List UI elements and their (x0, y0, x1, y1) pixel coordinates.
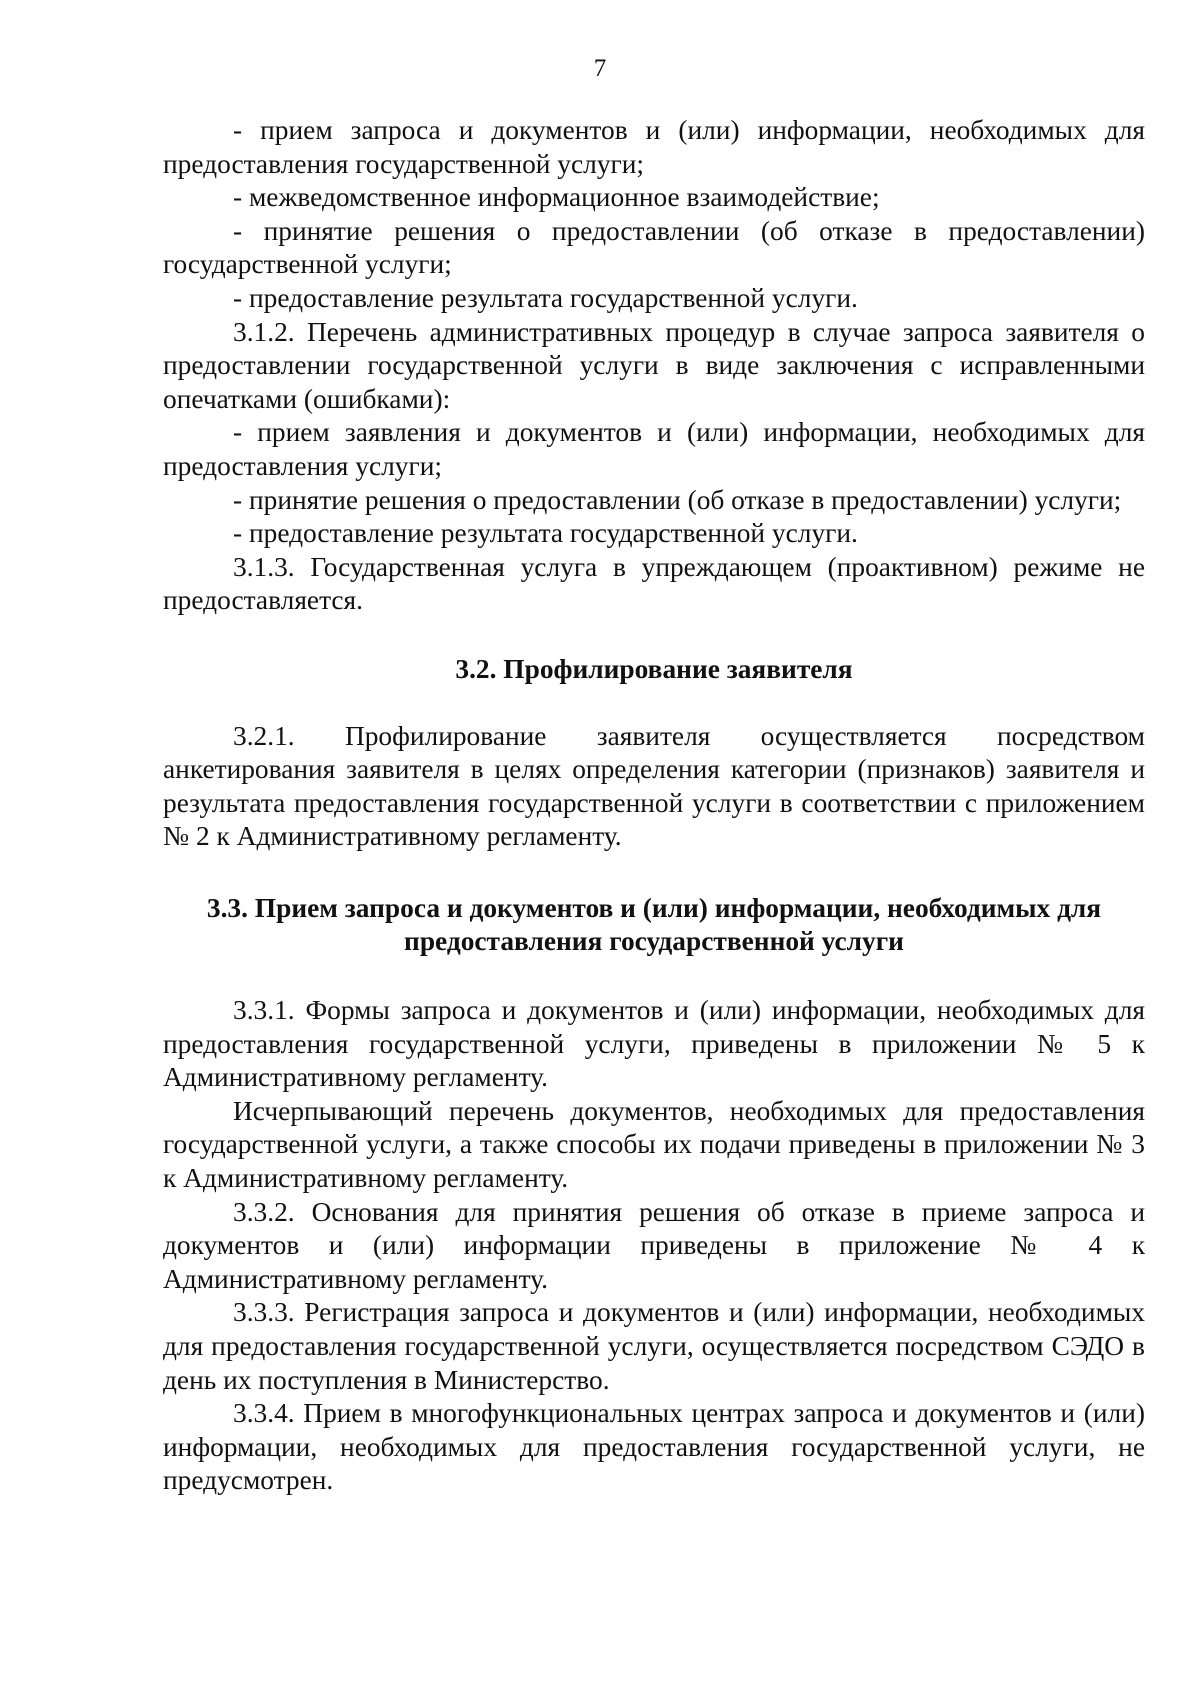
document-body (163, 114, 1145, 1498)
paragraph-3-2-1: 3.2.1. Профилирование заявителя осуществляется посредством анкетирования заявителя в целях определения категории (признаков) заявителя и результата предоставления государственной услуги в соответствии с приложением № 2 к Административному регламенту. (163, 720, 1145, 852)
paragraph: - прием запроса и документов и (или) информации, необходимых для предоставления государственной услуги; (163, 115, 1145, 179)
paragraph: - межведомственное информационное взаимодействие; (233, 182, 880, 213)
page-number: 7 (593, 55, 607, 82)
paragraph: 3.3.3. Регистрация запроса и документов и (или) информации, необходимых для предоставления государственной услуги, осуществляется посредством СЭДО в день их поступления в Министерство. (163, 1297, 1145, 1395)
section-heading-3-2: 3.2. Профилирование заявителя (455, 653, 853, 684)
paragraph: Исчерпывающий перечень документов, необходимых для предоставления государственной услуги, а также способы их подачи приведены в приложении № 3 к Административному регламенту. (163, 1095, 1145, 1194)
paragraph: 3.1.2. Перечень административных процедур в случае запроса заявителя о предоставлении государственной услуги в виде заключения с исправленными опечатками (ошибками): (163, 316, 1145, 414)
paragraph: - прием заявления и документов и (или) информации, необходимых для предоставления услуги; (163, 417, 1145, 481)
paragraph: 3.3.1. Формы запроса и документов и (или) информации, необходимых для предоставления государственной услуги, приведены в приложении № 5 к Административному регламенту. (163, 995, 1145, 1093)
paragraph: - принятие решения о предоставлении (об отказе в предоставлении) государственной услуги; (163, 215, 1145, 280)
paragraph: 3.3.4. Прием в многофункциональных центрах запроса и документов и (или) информации, необходимых для предоставления государственной услуги, не предусмотрен. (163, 1398, 1145, 1496)
paragraph: - предоставление результата государственной услуги. (233, 518, 858, 549)
paragraph: - принятие решения о предоставлении (об отказе в предоставлении) услуги; (233, 484, 1122, 515)
paragraph: 3.1.3. Государственная услуга в упреждающем (проактивном) режиме не предоставляется. (163, 551, 1145, 616)
section-heading-3-3: 3.3. Прием запроса и документов и (или) информации, необходимых для предоставления государственной услуги (206, 892, 1102, 957)
paragraph: 3.3.2. Основания для принятия решения об отказе в приеме запроса и документов и (или) информации приведены в приложение № 4 к Административному регламенту. (163, 1196, 1145, 1294)
paragraph: - предоставление результата государственной услуги. (233, 282, 858, 313)
